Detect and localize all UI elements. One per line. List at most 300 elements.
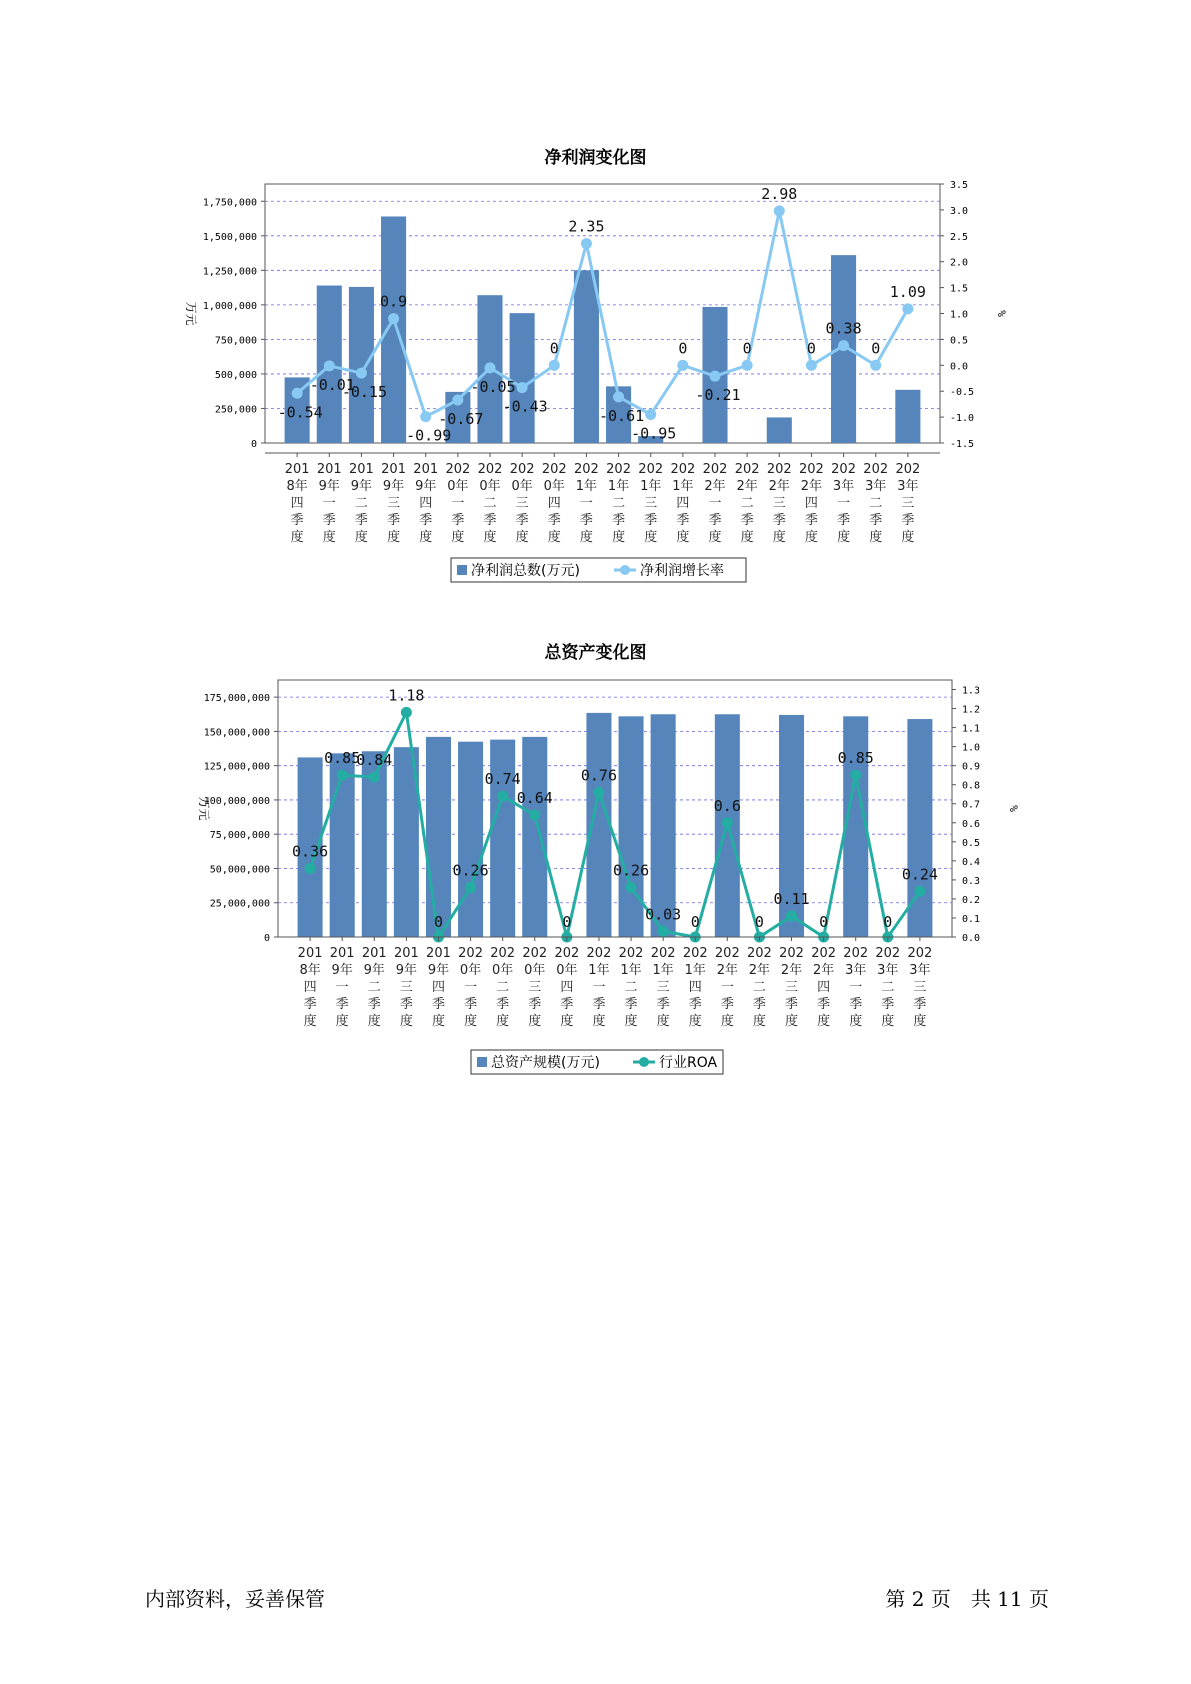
legend-line-label: 净利润增长率 <box>640 563 724 579</box>
x-tick-label: 四 <box>290 496 304 511</box>
x-tick-label: 一 <box>837 496 851 511</box>
y2-tick-label: 0.8 <box>962 780 981 792</box>
x-tick-label: 度 <box>579 530 593 545</box>
y2-tick-label: 0.3 <box>962 875 981 887</box>
x-tick-label: 季 <box>431 997 445 1012</box>
y-tick-label: 150,000,000 <box>203 727 270 739</box>
data-label: 0.74 <box>484 770 521 789</box>
x-tick-label: 季 <box>547 513 561 528</box>
y2-tick-label: 1.1 <box>962 723 981 735</box>
data-label: 0.6 <box>713 796 741 815</box>
x-tick-label: 季 <box>612 513 626 528</box>
x-tick-label: 度 <box>592 1014 606 1029</box>
line-point <box>645 409 656 420</box>
y2-tick-label: 0.0 <box>962 933 981 944</box>
y2-tick-label: 0.9 <box>962 761 981 773</box>
y2-tick-label: 3.0 <box>950 205 969 217</box>
y2-tick-label: -1.5 <box>950 439 975 450</box>
x-tick-label: 度 <box>624 1014 638 1029</box>
x-tick-label: 季 <box>708 513 722 528</box>
y-axis-title: 万元 <box>184 301 198 326</box>
y2-tick-label: 1.0 <box>950 309 969 321</box>
x-tick-label: 9年 <box>318 479 340 494</box>
y2-tick-label: 1.0 <box>962 742 981 754</box>
x-tick-label: 202 <box>895 462 921 477</box>
x-tick-label: 202 <box>863 462 889 477</box>
x-tick-label: 0年 <box>543 479 565 494</box>
x-tick-label: 度 <box>869 530 883 545</box>
x-tick-label: 度 <box>387 530 401 545</box>
x-tick-label: 202 <box>638 462 664 477</box>
x-tick-label: 8年 <box>299 963 321 978</box>
x-tick-label: 度 <box>676 530 690 545</box>
x-tick-label: 四 <box>431 980 445 995</box>
x-tick-label: 三 <box>785 980 799 995</box>
x-tick-label: 季 <box>785 997 799 1012</box>
x-tick-label: 三 <box>644 496 658 511</box>
x-tick-label: 2年 <box>780 963 803 978</box>
data-label: 0 <box>549 339 559 358</box>
x-tick-label: 二 <box>483 496 497 511</box>
x-tick-label: 度 <box>367 1014 381 1029</box>
x-tick-label: 9年 <box>382 479 405 494</box>
x-tick-label: 202 <box>799 462 824 477</box>
x-tick-label: 202 <box>445 462 471 477</box>
data-label: 0.26 <box>612 861 650 880</box>
x-tick-label: 度 <box>322 530 336 545</box>
x-tick-label: 一 <box>464 980 478 995</box>
y2-tick-label: 0.5 <box>950 335 969 347</box>
footer-confidential-note: 内部资料，妥善保管 <box>145 1587 325 1611</box>
x-tick-label: 四 <box>817 980 831 995</box>
x-tick-label: 季 <box>303 997 317 1012</box>
x-tick-label: 201 <box>393 946 419 961</box>
legend-bar-swatch <box>477 1057 487 1067</box>
data-label: -0.05 <box>470 377 516 396</box>
y2-tick-label: 0.7 <box>962 799 981 811</box>
bar <box>574 270 599 443</box>
x-tick-label: 度 <box>901 530 915 545</box>
y-axis-title: 万元 <box>197 796 211 821</box>
x-tick-label: 度 <box>740 530 754 545</box>
line-point <box>914 886 925 897</box>
y-tick-label: 250,000 <box>214 404 257 416</box>
data-label: 2.98 <box>761 184 798 203</box>
line-point <box>710 371 721 382</box>
x-tick-label: 202 <box>606 462 631 477</box>
data-label: 0 <box>742 339 752 358</box>
x-tick-label: 202 <box>541 462 567 477</box>
line-point <box>549 360 560 371</box>
x-tick-label: 0年 <box>459 963 482 978</box>
x-tick-label: 度 <box>644 530 658 545</box>
x-tick-label: 202 <box>702 462 728 477</box>
y2-axis-title: % <box>995 310 1008 317</box>
y2-tick-label: -0.5 <box>950 387 975 399</box>
line-point <box>774 205 785 216</box>
x-tick-label: 度 <box>881 1014 895 1029</box>
y2-tick-label: 0.5 <box>962 837 981 849</box>
x-tick-label: 0年 <box>556 963 578 978</box>
x-tick-label: 四 <box>676 496 690 511</box>
data-label: 0.26 <box>452 861 489 880</box>
x-tick-label: 度 <box>708 530 722 545</box>
x-tick-label: 季 <box>676 513 690 528</box>
data-label: -0.99 <box>406 426 452 445</box>
chart1-title: 净利润变化图 <box>544 148 647 168</box>
x-tick-label: 202 <box>875 946 901 961</box>
y-tick-label: 175,000,000 <box>203 693 270 705</box>
x-tick-label: 四 <box>419 496 433 511</box>
x-tick-label: 1年 <box>620 963 642 978</box>
x-tick-label: 2年 <box>716 963 738 978</box>
x-tick-label: 季 <box>656 997 670 1012</box>
x-tick-label: 一 <box>708 496 722 511</box>
data-label: 1.18 <box>388 686 425 705</box>
x-tick-label: 1年 <box>652 963 674 978</box>
x-tick-label: 202 <box>831 462 856 477</box>
x-tick-label: 一 <box>849 980 863 995</box>
data-label: 0 <box>871 339 881 358</box>
data-label: 0.64 <box>516 789 553 808</box>
x-tick-label: 四 <box>303 980 317 995</box>
x-tick-label: 201 <box>426 946 451 961</box>
x-tick-label: 季 <box>901 513 915 528</box>
y-tick-label: 1,000,000 <box>202 300 257 312</box>
x-tick-label: 202 <box>458 946 483 961</box>
x-tick-label: 2年 <box>812 963 835 978</box>
bar <box>895 390 920 443</box>
x-tick-label: 2年 <box>704 479 726 494</box>
x-tick-label: 9年 <box>363 963 385 978</box>
y-tick-label: 1,250,000 <box>202 266 257 278</box>
x-tick-label: 一 <box>335 980 349 995</box>
bar <box>619 716 644 937</box>
x-tick-label: 度 <box>451 530 465 545</box>
x-tick-label: 202 <box>618 946 644 961</box>
y-tick-label: 100,000,000 <box>203 795 270 807</box>
x-tick-label: 三 <box>901 496 915 511</box>
x-tick-label: 度 <box>849 1014 863 1029</box>
x-tick-label: 202 <box>574 462 599 477</box>
line-point <box>485 362 496 373</box>
x-tick-label: 202 <box>747 946 772 961</box>
data-label: 0 <box>690 913 700 931</box>
data-label: 0.11 <box>773 890 810 909</box>
x-tick-label: 度 <box>720 1014 734 1029</box>
x-tick-label: 3年 <box>832 479 855 494</box>
line-point <box>838 340 849 351</box>
x-tick-label: 2年 <box>768 479 790 494</box>
x-tick-label: 度 <box>804 530 818 545</box>
bar <box>349 287 374 443</box>
line-point <box>529 810 540 821</box>
y-tick-label: 500,000 <box>214 369 257 381</box>
x-tick-label: 202 <box>586 946 612 961</box>
bar <box>522 737 547 937</box>
x-tick-label: 一 <box>322 496 336 511</box>
x-tick-label: 季 <box>817 997 831 1012</box>
line-point <box>658 926 669 937</box>
x-tick-label: 三 <box>772 496 786 511</box>
footer-page-number: 第 2 页 共 11 页 <box>885 1587 1049 1611</box>
data-label: 0.85 <box>324 749 361 768</box>
x-tick-label: 二 <box>740 496 754 511</box>
x-tick-label: 2年 <box>748 963 771 978</box>
y2-tick-label: 1.5 <box>950 283 969 295</box>
x-tick-label: 一 <box>579 496 593 511</box>
x-tick-label: 季 <box>579 513 593 528</box>
x-tick-label: 202 <box>509 462 535 477</box>
y-tick-label: 25,000,000 <box>209 898 270 910</box>
line-point <box>626 882 637 893</box>
x-tick-label: 度 <box>913 1014 927 1029</box>
x-tick-label: 0年 <box>511 479 533 494</box>
x-tick-label: 度 <box>335 1014 349 1029</box>
x-tick-label: 202 <box>779 946 804 961</box>
y2-tick-label: 0.6 <box>962 818 981 830</box>
legend-bar-label: 总资产规模(万元) <box>491 1055 600 1071</box>
x-tick-label: 202 <box>714 946 740 961</box>
legend-line-marker <box>639 1057 649 1067</box>
data-label: 0.03 <box>645 905 682 924</box>
x-tick-label: 季 <box>367 997 381 1012</box>
y2-axis-title: % <box>1007 805 1020 812</box>
line-point <box>870 360 881 371</box>
x-tick-label: 1年 <box>684 963 706 978</box>
legend-bar-label: 净利润总数(万元) <box>471 563 580 579</box>
y2-tick-label: 1.2 <box>962 704 981 716</box>
x-tick-label: 度 <box>399 1014 413 1029</box>
data-label: -0.01 <box>309 375 355 394</box>
legend-line-label: 行业ROA <box>659 1055 718 1071</box>
y2-tick-label: 1.3 <box>962 685 981 697</box>
x-tick-label: 季 <box>804 513 818 528</box>
x-tick-label: 1年 <box>588 963 610 978</box>
x-tick-label: 度 <box>464 1014 478 1029</box>
x-tick-label: 2年 <box>800 479 823 494</box>
line-point <box>850 770 861 781</box>
line-point <box>722 817 733 828</box>
x-tick-label: 度 <box>560 1014 574 1029</box>
bar <box>330 753 355 937</box>
line-point <box>497 791 508 802</box>
x-tick-label: 季 <box>528 997 542 1012</box>
x-tick-label: 三 <box>515 496 529 511</box>
x-tick-label: 度 <box>752 1014 766 1029</box>
data-label: 0.24 <box>901 865 938 884</box>
chart2-title: 总资产变化图 <box>544 643 647 663</box>
y2-tick-label: 0.1 <box>962 913 981 925</box>
x-tick-label: 201 <box>329 946 355 961</box>
x-tick-label: 0年 <box>524 963 546 978</box>
y2-tick-label: 0.4 <box>962 856 981 868</box>
x-tick-label: 度 <box>528 1014 542 1029</box>
x-tick-label: 度 <box>656 1014 670 1029</box>
x-tick-label: 9年 <box>415 479 437 494</box>
line-point <box>324 360 335 371</box>
x-tick-label: 3年 <box>845 963 867 978</box>
x-tick-label: 度 <box>612 530 626 545</box>
x-tick-label: 9年 <box>427 963 450 978</box>
data-label: 0.84 <box>356 751 393 770</box>
x-tick-label: 一 <box>451 496 465 511</box>
legend-line-marker <box>620 565 630 575</box>
data-label: 0.85 <box>837 749 874 768</box>
x-tick-label: 季 <box>644 513 658 528</box>
legend-bar-swatch <box>457 565 467 575</box>
bar <box>426 737 451 937</box>
x-tick-label: 二 <box>752 980 766 995</box>
x-tick-label: 二 <box>869 496 883 511</box>
x-tick-label: 1年 <box>640 479 662 494</box>
y-tick-label: 1,750,000 <box>202 197 257 209</box>
total-assets-chart <box>0 664 1191 1104</box>
x-tick-label: 四 <box>688 980 702 995</box>
x-tick-label: 一 <box>592 980 606 995</box>
line-point <box>337 770 348 781</box>
x-tick-label: 度 <box>547 530 561 545</box>
x-tick-label: 二 <box>354 496 368 511</box>
x-tick-label: 202 <box>843 946 869 961</box>
bar <box>458 742 483 937</box>
line-point <box>581 238 592 249</box>
line-point <box>305 863 316 874</box>
data-label: 0 <box>819 913 829 931</box>
x-tick-label: 202 <box>477 462 503 477</box>
x-tick-label: 201 <box>361 946 387 961</box>
line-point <box>902 303 913 314</box>
x-tick-label: 202 <box>670 462 696 477</box>
line-point <box>465 882 476 893</box>
x-tick-label: 0年 <box>492 963 514 978</box>
y-tick-label: 0 <box>250 439 257 450</box>
x-tick-label: 季 <box>592 997 606 1012</box>
x-tick-label: 9年 <box>331 963 353 978</box>
x-tick-label: 季 <box>720 997 734 1012</box>
data-label: -0.95 <box>631 424 677 443</box>
x-tick-label: 季 <box>335 997 349 1012</box>
x-tick-label: 季 <box>515 513 529 528</box>
x-tick-label: 3年 <box>897 479 919 494</box>
line-point <box>613 391 624 402</box>
x-tick-label: 度 <box>483 530 497 545</box>
data-label: 2.35 <box>568 217 605 236</box>
x-tick-label: 202 <box>682 946 708 961</box>
line-point <box>786 911 797 922</box>
data-label: 1.09 <box>889 282 926 301</box>
data-label: 0.76 <box>580 766 618 785</box>
data-label: 0.36 <box>292 842 329 861</box>
x-tick-label: 三 <box>387 496 401 511</box>
y2-tick-label: 0.2 <box>962 894 981 906</box>
x-tick-label: 二 <box>624 980 638 995</box>
x-tick-label: 度 <box>354 530 368 545</box>
x-tick-label: 二 <box>496 980 510 995</box>
data-label: 0.38 <box>825 319 862 338</box>
data-label: 0 <box>562 913 572 931</box>
x-tick-label: 202 <box>522 946 548 961</box>
line-point <box>388 313 399 324</box>
x-tick-label: 0年 <box>447 479 469 494</box>
x-tick-label: 202 <box>811 946 837 961</box>
x-tick-label: 一 <box>720 980 734 995</box>
data-label: -0.67 <box>438 410 484 429</box>
x-tick-label: 二 <box>367 980 381 995</box>
x-tick-label: 度 <box>837 530 851 545</box>
y-tick-label: 75,000,000 <box>209 830 270 842</box>
line-point <box>452 395 463 406</box>
data-label: -0.21 <box>695 386 741 405</box>
x-tick-label: 9年 <box>350 479 373 494</box>
x-tick-label: 度 <box>419 530 433 545</box>
x-tick-label: 8年 <box>286 479 308 494</box>
x-tick-label: 9年 <box>395 963 418 978</box>
x-tick-label: 季 <box>354 513 368 528</box>
y2-tick-label: -1.0 <box>950 413 975 425</box>
x-tick-label: 1年 <box>607 479 630 494</box>
line-point <box>742 360 753 371</box>
x-tick-label: 四 <box>804 496 818 511</box>
x-tick-label: 202 <box>907 946 933 961</box>
x-tick-label: 度 <box>688 1014 702 1029</box>
y-tick-label: 750,000 <box>214 335 257 347</box>
x-tick-label: 季 <box>688 997 702 1012</box>
x-tick-label: 季 <box>881 997 895 1012</box>
data-label: 0 <box>883 913 893 931</box>
x-tick-label: 度 <box>772 530 786 545</box>
x-tick-label: 三 <box>913 980 927 995</box>
x-tick-label: 202 <box>490 946 516 961</box>
x-tick-label: 季 <box>913 997 927 1012</box>
y2-tick-label: 2.0 <box>950 257 969 269</box>
x-tick-label: 三 <box>399 980 413 995</box>
x-tick-label: 201 <box>297 946 323 961</box>
line-point <box>677 360 688 371</box>
x-tick-label: 季 <box>772 513 786 528</box>
data-label: -0.43 <box>502 397 548 416</box>
y2-tick-label: 2.5 <box>950 231 969 243</box>
line-point <box>356 368 367 379</box>
line-point <box>593 787 604 798</box>
data-label: -0.54 <box>277 403 323 422</box>
x-tick-label: 四 <box>560 980 574 995</box>
x-tick-label: 季 <box>849 997 863 1012</box>
bar <box>767 417 792 443</box>
x-tick-label: 201 <box>284 462 310 477</box>
y-tick-label: 125,000,000 <box>203 761 270 773</box>
line-point <box>369 772 380 783</box>
x-tick-label: 3年 <box>865 479 887 494</box>
x-tick-label: 0年 <box>479 479 501 494</box>
x-tick-label: 度 <box>817 1014 831 1029</box>
x-tick-label: 201 <box>316 462 342 477</box>
x-tick-label: 度 <box>290 530 304 545</box>
x-tick-label: 三 <box>656 980 670 995</box>
bar <box>381 216 406 443</box>
x-tick-label: 季 <box>752 997 766 1012</box>
x-tick-label: 三 <box>528 980 542 995</box>
x-tick-label: 202 <box>766 462 792 477</box>
line-point <box>806 360 817 371</box>
line-point <box>401 707 412 718</box>
x-tick-label: 202 <box>650 946 676 961</box>
data-label: -0.61 <box>598 406 645 425</box>
x-tick-label: 3年 <box>909 963 931 978</box>
data-label: 0 <box>678 339 688 358</box>
x-tick-label: 季 <box>322 513 336 528</box>
data-label: 0 <box>433 913 443 931</box>
